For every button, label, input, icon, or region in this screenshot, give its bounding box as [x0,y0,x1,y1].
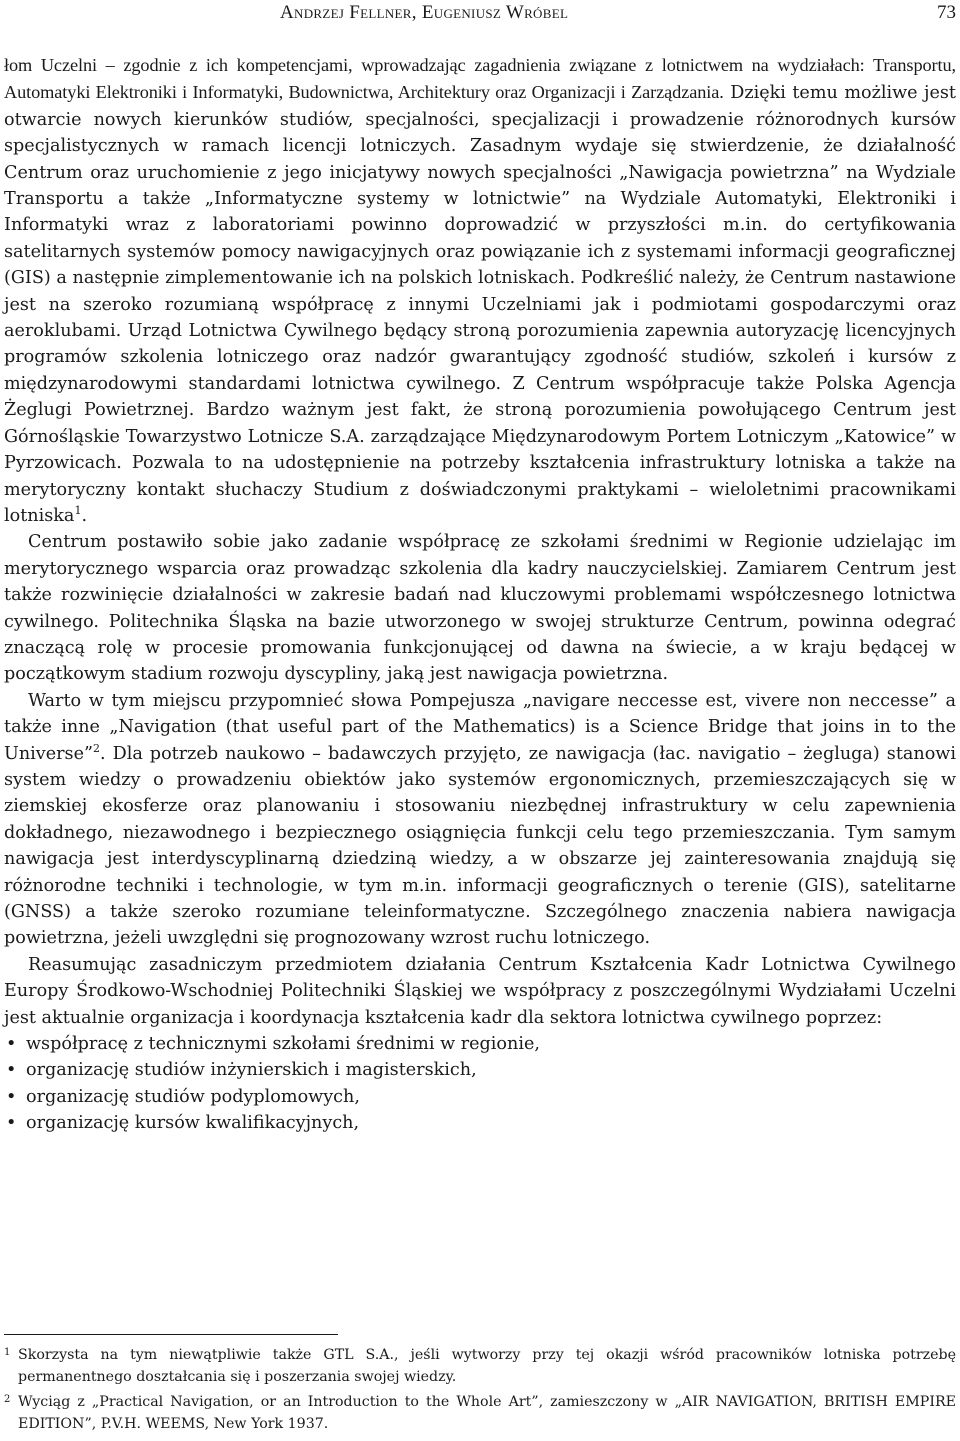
list-item [4,1110,956,1136]
paragraph-1-end: . [81,505,88,526]
bullet-list [4,1031,956,1137]
footnote-2 [4,1392,956,1435]
paragraph-1 [4,52,956,529]
paragraph-3-part-b: . Dla potrzeb naukowo – badawczych przyjęto, ze nawigacja (łac. navigatio – żegluga) stanowi system wiedzy o prowadzeniu obiektów jako systemów ergonomicznych, przemieszczających się w ziemskiej ekosferze oraz planowaniu i stosowaniu niezbędnej infrastruktury w celu zapewnienia dokładnego, niezawodnego i bezpiecznego osiągnięcia funkcji celu tego przemieszczania. Tym samym nawigacja jest interdyscyplinarną dziedziną wiedzy, a w obszarze jej zainteresowania znajdują się różnorodne techniki i technologie, w tym m.in. informacji geograficznych o terenie (GIS), satelitarne (GNSS) a także szeroko rozumiane teleinformatyczne. Szczególnego znaczenia nabiera nawigacja powietrzna, jeżeli uwzględni się prognozowany wzrost ruchu lotniczego. [4,743,956,949]
list-item-text: organizację studiów podyplomowych, [26,1086,360,1107]
bullet-icon: • [6,1086,17,1107]
footnote-ref-2[interactable]: 2 [92,741,100,755]
paragraph-2: Centrum postawiło sobie jako zadanie współpracę ze szkołami średnimi w Regionie udzielając im merytorycznego wsparcia oraz prowadząc szkolenia dla kadry nauczycielskiej. Zamiarem Centrum jest także rozwinięcie działalności w zakresie badań nad kluczowymi problemami współczesnego lotnictwa cywilnego. Politechnika Śląska na bazie utworzonego w swojej strukturze Centrum, powinna odegrać znaczącą rolę w procesie promowania funkcjonującej od dawna na świecie, a w kraju będącej w początkowym stadium rozwoju dyscypliny, jaką jest nawigacja powietrzna. [4,532,956,685]
running-header-authors: Andrzej Fellner, Eugeniusz Wróbel [280,2,569,23]
running-header [4,0,956,28]
body-text [4,52,956,1137]
footnote-text: Skorzysta na tym niewątpliwie także GTL S.A., jeśli wytworzy przy tej okazji wśród pracowników lotniska potrzebę permanentnego doształcania się i poszerzania swojej wiedzy. [18,1347,956,1385]
footnote-text: Wyciąg z „Practical Navigation, or an Introduction to the Whole Art”, zamieszczony w „AIR NAVIGATION, BRITISH EMPIRE EDITION”, P.V.H. WEEMS, New York 1937. [18,1394,956,1432]
footnote-divider [4,1334,338,1335]
paragraph-1-rest: Dzięki temu możliwe jest otwarcie nowych kierunków studiów, specjalności, specjalizacji i prowadzenie różnorodnych kursów specjalistycznych w ramach licencji lotniczych. Zasadnym wydaje się stwierdzenie, że działalność Centrum oraz uruchomienie z jego inicjatywy nowych specjalności „Nawigacja powietrzna” na Wydziale Transportu a także „Informatyczne systemy w lotnictwie” na Wydziale Automatyki, Elektroniki i Informatyki wraz z laboratoriami powinno doprowadzić w przyszłości m.in. do certyfikowania satelitarnych systemów pomocy nawigacyjnych oraz powiązanie ich z systemami informacji geograficznej (GIS) a następnie zimplementowanie ich na polskich lotniskach. Podkreślić należy, że Centrum nastawione jest na szeroko rozumianą współpracę z innymi Uczelniami jak i podmiotami gospodarczymi oraz aeroklubami. Urząd Lotnictwa Cywilnego będący stroną porozumienia zapewnia autoryzację licencyjnych programów szkolenia lotniczego oraz nadzór gwarantujący zgodność studiów, szkoleń i kursów z międzynarodowymi standardami lotnictwa cywilnego. Z Centrum współpracuje także Polska Agencja Żeglugi Powietrznej. Bardzo ważnym jest fakt, że stroną porozumienia powołującego Centrum jest Górnośląskie Towarzystwo Lotnicze S.A. zarządzające Międzynarodowym Portem Lotniczym „Katowice” w Pyrzowicach. Pozwala to na udostępnienie na potrzeby kształcenia infrastruktury lotniska a także na merytoryczny kontakt słuchaczy Studium z doświadczonymi praktykami – wieloletnimi pracownikami lotniska [4,83,956,526]
bullet-icon: • [6,1034,17,1055]
footnote-number: 2 [4,1394,11,1405]
bullet-icon: • [6,1060,17,1081]
list-item [4,1084,956,1110]
list-item-text: współpracę z technicznymi szkołami średnimi w regionie, [26,1034,540,1055]
footnotes [4,1345,956,1439]
footnote-number: 1 [4,1347,11,1358]
footnote-1 [4,1345,956,1388]
page-number: 73 [937,2,956,23]
paragraph-3-part-a: Warto w tym miejscu przypomnieć słowa Pompejusza „navigare neccesse est, vivere non neccesse” a także inne „Navigation (that useful part of the Mathematics) is a Science Bridge that joins in to the Universe” [4,690,956,764]
paragraph-1-lead: łom Uczelni – zgodnie z ich kompetencjami, wprowadzając zagadnienia związane z lotnictwem na wydziałach: Transportu, Automatyki Elektroniki i Informatyki, Budownictwa, Architektury oraz Organizacji i Zarządzania. [4,55,956,103]
list-item-text: organizację kursów kwalifikacyjnych, [26,1113,360,1134]
list-item-text: organizację studiów inżynierskich i magisterskich, [26,1060,477,1081]
bullet-icon: • [6,1113,17,1134]
list-item [4,1057,956,1083]
paragraph-4: Reasumując zasadniczym przedmiotem działania Centrum Kształcenia Kadr Lotnictwa Cywilnego Europy Środkowo-Wschodniej Politechniki Śląskiej we współpracy z poszczególnymi Wydziałami Uczelni jest aktualnie organizacja i koordynacja kształcenia kadr dla sektora lotnictwa cywilnego poprzez: [4,954,956,1028]
footnote-ref-1[interactable]: 1 [74,504,82,518]
list-item [4,1031,956,1057]
paragraph-3 [4,688,956,952]
